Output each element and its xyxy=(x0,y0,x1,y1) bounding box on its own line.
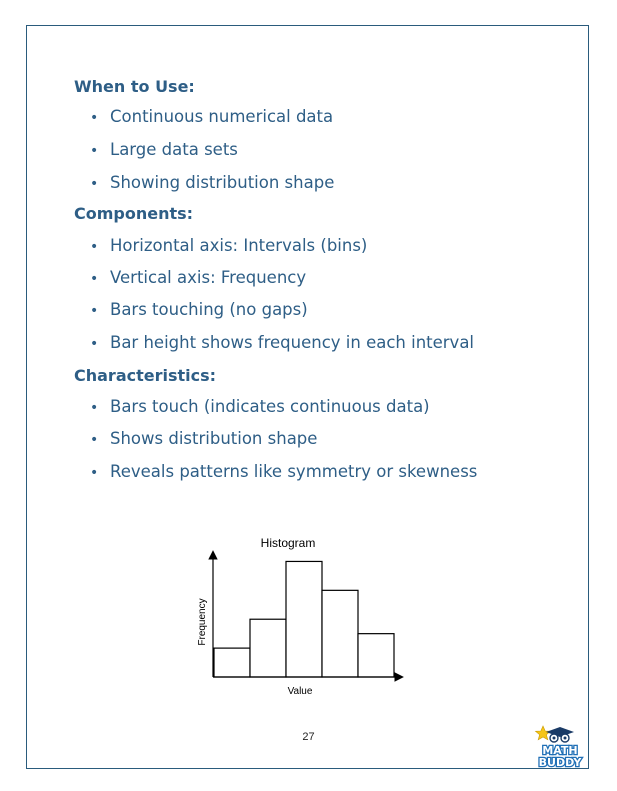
list-item xyxy=(90,236,367,255)
bullet-icon: • xyxy=(90,239,99,255)
list-item-text: Reveals patterns like symmetry or skewness xyxy=(110,462,478,481)
list-item-text: Shows distribution shape xyxy=(110,429,318,448)
list-item xyxy=(90,462,477,481)
list-item-text: Bars touch (indicates continuous data) xyxy=(110,397,430,416)
list-item xyxy=(90,268,306,287)
histogram-chart xyxy=(190,530,420,705)
bullet-icon: • xyxy=(90,176,99,192)
histogram-bar xyxy=(214,648,250,677)
math-buddy-logo xyxy=(534,724,586,768)
bullet-icon: • xyxy=(90,400,99,416)
heading-characteristics: Characteristics: xyxy=(74,366,217,385)
heading-components: Components: xyxy=(74,204,194,223)
list-item-text: Bar height shows frequency in each interval xyxy=(110,333,475,352)
list-item xyxy=(90,173,334,192)
list-item xyxy=(90,397,430,416)
chart-title: Histogram xyxy=(260,536,316,550)
list-item xyxy=(90,429,317,448)
list-item-text: Bars touching (no gaps) xyxy=(110,300,308,319)
list-item-text: Horizontal axis: Intervals (bins) xyxy=(110,236,368,255)
logo-line-1: MATH xyxy=(542,744,578,757)
y-axis-label: Frequency xyxy=(197,598,208,646)
list-item-text: Large data sets xyxy=(110,140,238,159)
list-item xyxy=(90,140,238,159)
histogram-bar xyxy=(322,590,358,677)
histogram-svg xyxy=(190,530,420,705)
bullet-icon: • xyxy=(90,271,99,287)
bullet-icon: • xyxy=(90,465,99,481)
list-item-text: Showing distribution shape xyxy=(110,173,335,192)
list-item xyxy=(90,107,333,126)
page-number: 27 xyxy=(302,731,315,743)
bullet-icon: • xyxy=(90,432,99,448)
bullet-icon: • xyxy=(90,336,99,352)
histogram-bar xyxy=(358,634,394,677)
logo-line-2: BUDDY xyxy=(538,756,582,768)
bars-group xyxy=(214,561,394,677)
histogram-bar xyxy=(250,619,286,677)
list-item xyxy=(90,333,474,352)
histogram-bar xyxy=(286,561,322,677)
bullet-icon: • xyxy=(90,143,99,159)
bullet-icon: • xyxy=(90,303,99,319)
list-item xyxy=(90,300,308,319)
list-item-text: Vertical axis: Frequency xyxy=(110,268,307,287)
heading-when-to-use: When to Use: xyxy=(74,77,195,96)
list-item-text: Continuous numerical data xyxy=(110,107,334,126)
star-icon xyxy=(536,726,551,740)
x-axis-label: Value xyxy=(287,686,313,697)
bullet-icon: • xyxy=(90,110,99,126)
